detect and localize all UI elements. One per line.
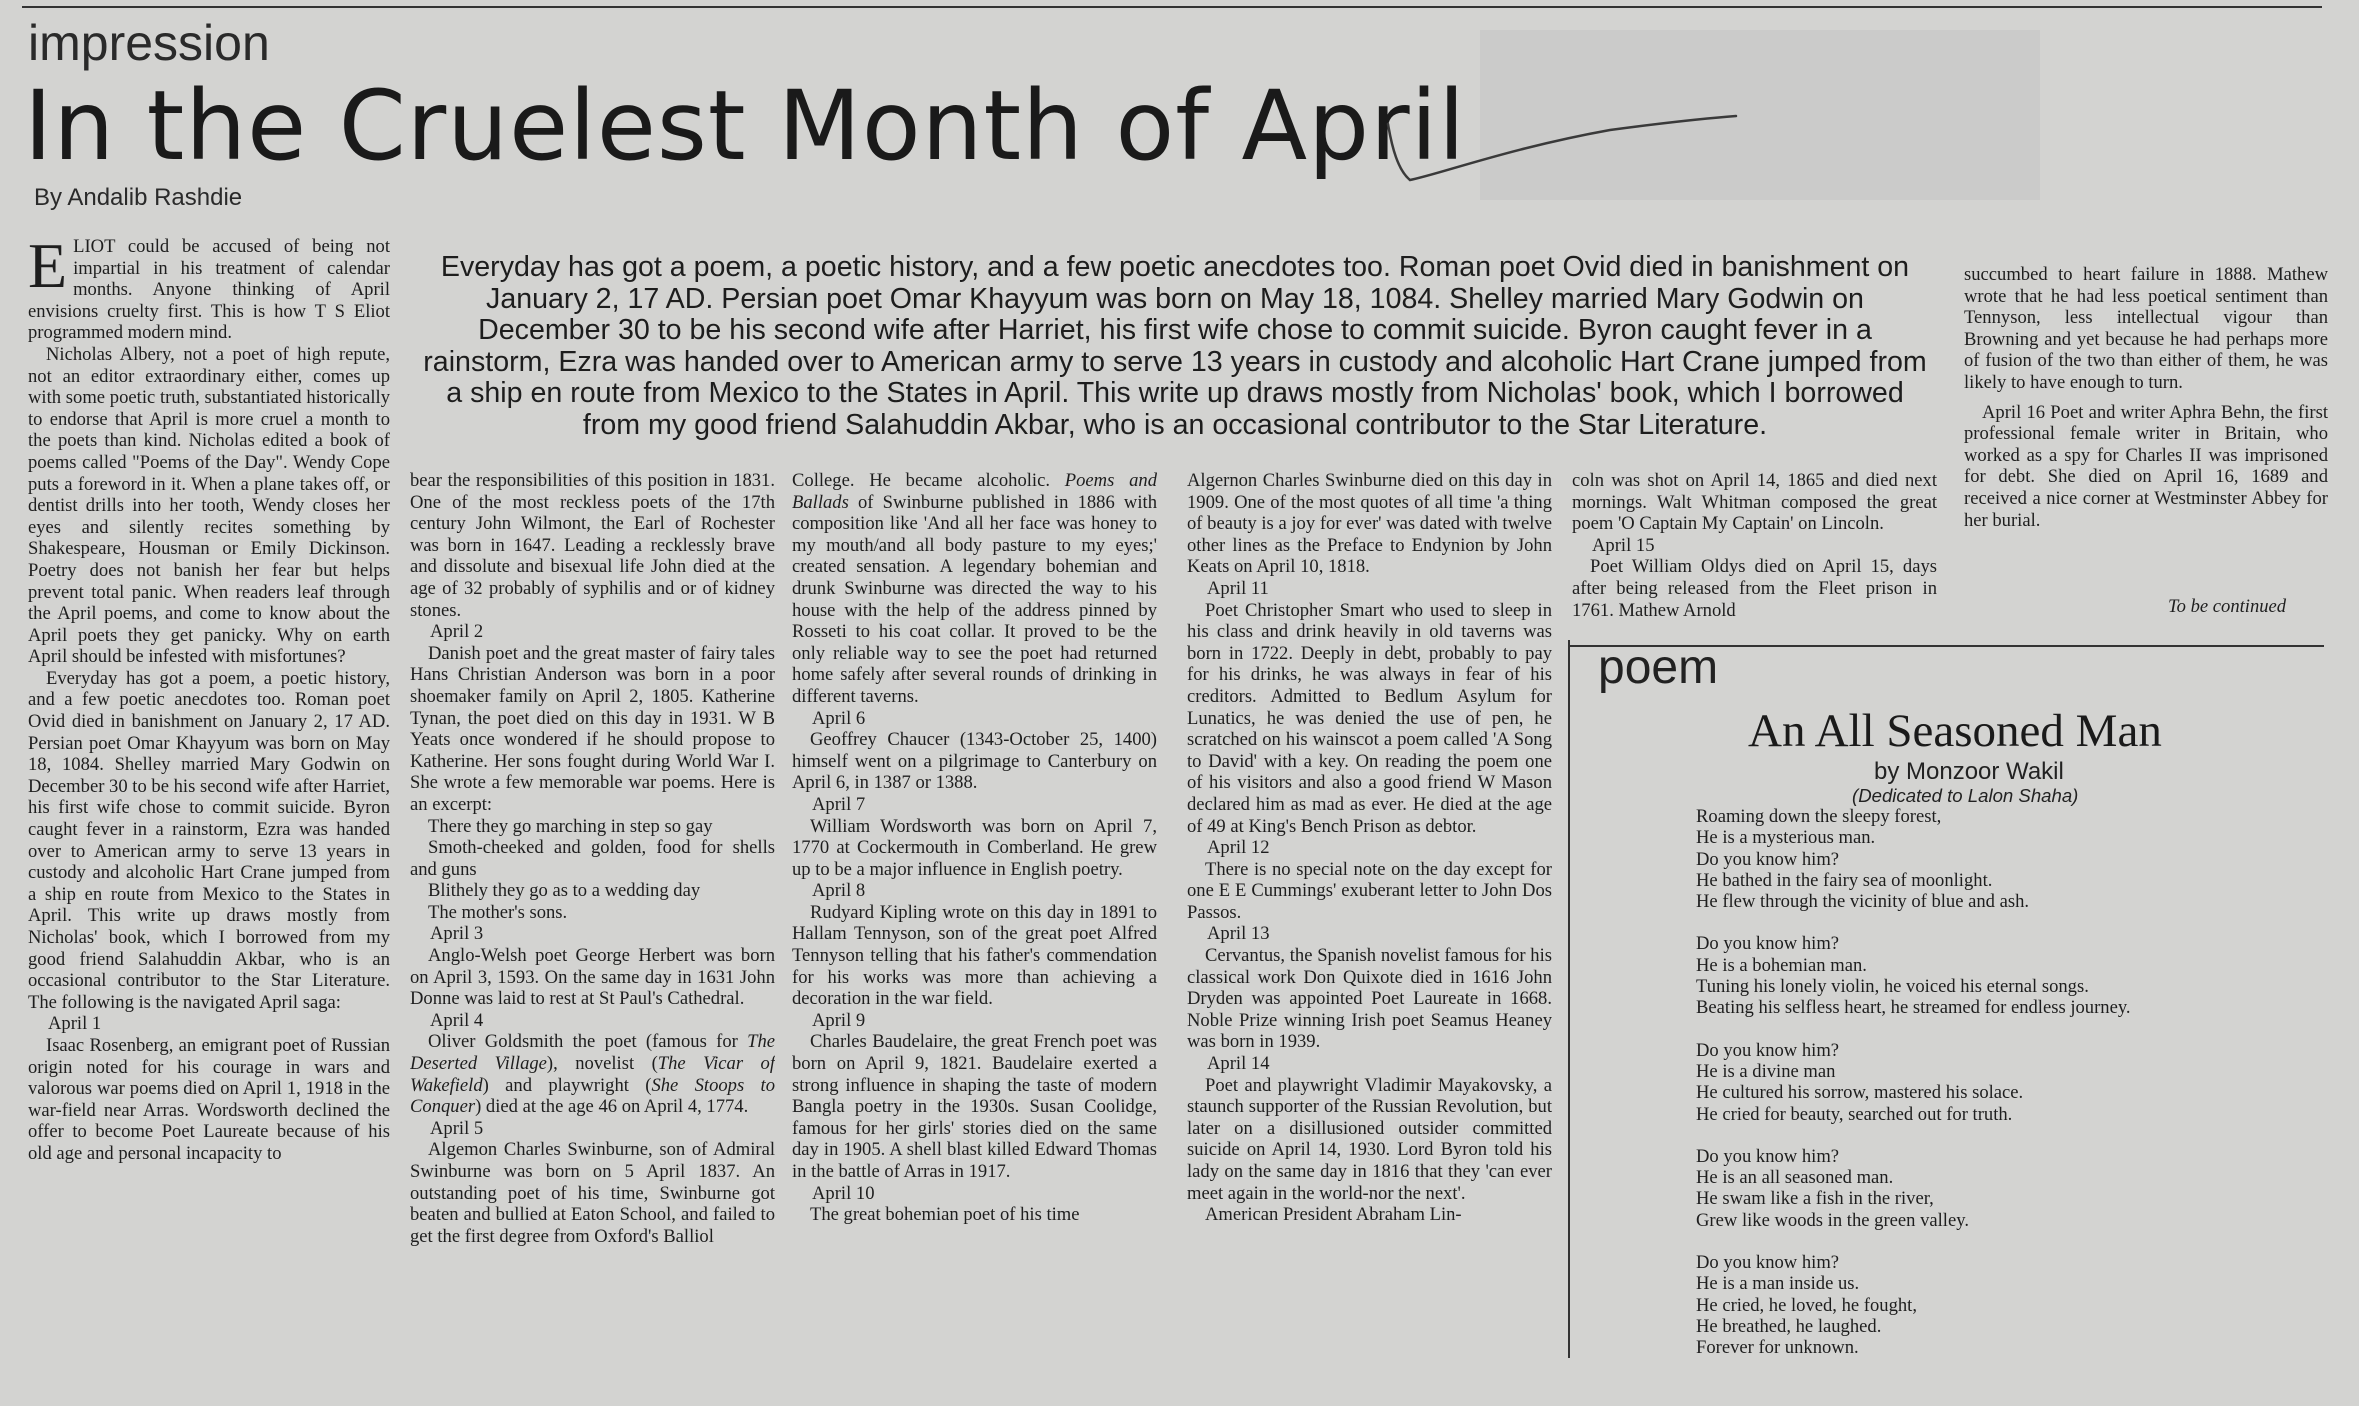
date-heading: April 11 (1207, 577, 1269, 599)
date-heading: April 13 (1207, 923, 1270, 945)
paragraph: Anglo-Welsh poet George Herbert was born on April 3, 1593. On the same day in 1631 John Donne was laid to rest at St Paul's Cathedral. (410, 945, 775, 1010)
paragraph: Danish poet and the great master of fairy tales Hans Christian Anderson was born in a poor shoemaker family on April 2, 1805. Katherine Tynan, the poet died on this day in 1931. W B Yeats once wondered if he should propose to Katherine. Her sons fought during World War I. She wrote a few memorable war poems. Here is an excerpt: (410, 642, 775, 815)
poem-box-left-rule (1568, 640, 1570, 1358)
book-title: She Stoops to Conquer (410, 1074, 775, 1118)
poem-stanza (1696, 806, 2316, 912)
poem-line: Do you know him? (1696, 1252, 1840, 1274)
poem-line: Tuning his lonely violin, he voiced his eternal songs. (1696, 976, 2089, 998)
poem-line: Do you know him? (1696, 1039, 1840, 1061)
pen-scribble (1380, 108, 1740, 188)
paragraph: Poet and playwright Vladimir Mayakovsky, a staunch supporter of the Russian Revolution, but later on a disillusioned outsider committed suicide on April 14, 1930. Lord Byron told his lady on the same day in 1816 that they 'can ever meet again in the world-nor the next'. (1187, 1074, 1552, 1204)
paragraph: American President Abraham Lin- (1205, 1204, 1462, 1226)
article-column-4 (1187, 470, 1552, 1358)
poem-line: He is a man inside us. (1696, 1273, 1860, 1295)
verse-line: Smoth-cheeked and golden, food for shells and guns (410, 837, 775, 880)
poem-stanza (1696, 933, 2316, 1018)
date-heading: April 14 (1207, 1053, 1270, 1075)
paragraph: There is no special note on the day except for one E E Cummings' exuberant letter to John Dos Passos. (1187, 858, 1552, 923)
poem-line: Beating his selfless heart, he streamed for endless journey. (1696, 997, 2131, 1019)
paragraph: Algemon Charles Swinburne, son of Admiral Swinburne was born on 5 April 1837. An outstanding poet of his time, Swinburne got beaten and bullied at Eaton School, and failed to get the first degree from Oxford's Balliol (410, 1139, 775, 1247)
date-heading: April 9 (812, 1009, 866, 1031)
date-heading: April 12 (1207, 837, 1270, 859)
paragraph: coln was shot on April 14, 1865 and died next mornings. Walt Whitman composed the great poem 'O Captain My Captain' on Lincoln. (1572, 470, 1937, 535)
poem-line: Do you know him? (1696, 1145, 1840, 1167)
poem-line: He cried for beauty, searched out for truth. (1696, 1103, 2013, 1125)
article-column-3 (792, 470, 1157, 1358)
paragraph: Isaac Rosenberg, an emigrant poet of Russian origin noted for his courage in wars and valorous war poems died on April 1, 1918 in the war-field near Arras. Wordsworth declined the offer to become Poet Laureate because of his old age and personal incapacity to (28, 1034, 390, 1164)
poem-line: Forever for unknown. (1696, 1337, 1859, 1359)
poem-stanza (1696, 1146, 2316, 1231)
verse-line: There they go marching in step so gay (428, 815, 713, 837)
book-title: The Vicar of Wakefield (410, 1053, 775, 1096)
date-heading: April 1 (48, 1013, 102, 1035)
paragraph: The great bohemian poet of his time (810, 1204, 1080, 1226)
paragraph: Algernon Charles Swinburne died on this day in 1909. One of the most quotes of all time 'a thing of beauty is a joy for ever' was dated with twelve other lines as the Preface to Endynion by John Keats on April 10, 1818. (1187, 470, 1552, 578)
top-rule (22, 6, 2322, 8)
poem-stanza (1696, 1252, 2316, 1358)
poem-line: He cried, he loved, he fought, (1696, 1294, 1917, 1316)
date-heading: April 4 (430, 1009, 484, 1031)
paragraph: April 16 Poet and writer Aphra Behn, the first professional female writer in Britain, who worked as a spy for Charles II was imprisoned for debt. She died on April 16, 1689 and received a nice corner at Westminster Abbey for her burial. (1964, 401, 2328, 531)
article-column-6 (1964, 264, 2328, 594)
book-title: The Deserted Village (410, 1031, 775, 1075)
poem-line: Roaming down the sleepy forest, (1696, 806, 1942, 827)
date-heading: April 7 (812, 793, 866, 815)
article-deck: Everyday has got a poem, a poetic history, and a few poetic anecdotes too. Roman poet Ovid died in banishment on January 2, 17 AD. Persian poet Omar Khayyum was born on May 18, 1084. Shelley married Mary Godwin on December 30 to be his second wife after Harriet, his first wife chose to commit suicide. Byron caught fever in a rainstorm, Ezra was handed over to American army to serve 13 years in custody and alcoholic Hart Crane jumped from a ship en route from Mexico to the States in April. This write up draws mostly from Nicholas' book, which I borrowed from my good friend Salahuddin Akbar, who is an occasional contributor to the Star Literature. (423, 252, 1927, 441)
paragraph: succumbed to heart failure in 1888. Mathew wrote that he had less poetical sentiment than Tennyson, less intellectual vigour than Browning and yet because he had perhaps more of fusion of the two than either of them, he was likely to have enough to turn. (1964, 264, 2328, 393)
date-heading: April 10 (812, 1182, 875, 1204)
date-heading: April 8 (812, 880, 866, 902)
drop-cap: E (28, 236, 68, 301)
poem-body (1696, 806, 2316, 1380)
paragraph: bear the responsibilities of this position in 1831. One of the most reckless poets of the 17th century John Wilmont, the Earl of Rochester was born in 1647. Leading a recklessly brave and dissolute and bisexual life John died at the age of 32 probably of syphilis and or of kidney stones. (410, 470, 775, 621)
poem-line: He is an all seasoned man. (1696, 1167, 1894, 1189)
poem-line: He is a mysterious man. (1696, 827, 1876, 849)
article-column-5 (1572, 470, 1937, 642)
paragraph: Charles Baudelaire, the great French poet was born on April 9, 1821. Baudelaire exerted a strong influence in shaping the taste of modern Bangla poetry in the 1930s. Susan Coolidge, famous for her girls' stories died on the same day in 1905. A shell blast killed Edward Thomas in the battle of Arras in 1917. (792, 1031, 1157, 1182)
paragraph: LIOT could be accused of being not impartial in his treatment of calendar months. Anyone thinking of April envisions cruelty first. This is how T S Eliot programmed modern mind. (28, 236, 390, 344)
paragraph: Poet Christopher Smart who used to sleep in his class and drink heavily in old taverns was born in 1722. Deeply in debt, probably to pay for his drinks, he was always in fear of his creditors. Admitted to Bedlum Asylum for Lunatics, he was denied the use of pen, he scratched on his wainscot a poem called 'A Song to David' with a key. On reading the poem one of his visitors and also a good friend W Mason declared him as mad as ever. He died at the age of 49 at King's Bench Prison as debtor. (1187, 599, 1552, 837)
poem-line: He is a divine man (1696, 1060, 1836, 1082)
headline: In the Cruelest Month of April (24, 70, 1466, 182)
paragraph: Oliver Goldsmith the poet (famous for The Deserted Village), novelist (The Vicar of Wakefield) and playwright (She Stoops to Conquer) died at the age 46 on April 4, 1774. (410, 1031, 775, 1118)
poem-line: He flew through the vicinity of blue and ash. (1696, 891, 2030, 913)
paragraph: Nicholas Albery, not a poet of high repute, not an editor extraordinary either, comes up with some poetic truth, substantiated historically to endorse that April is more cruel a month to the poets than kind. Nicholas edited a book of poems called "Poems of the Day". Wendy Cope puts a foreword in it. When a plane takes off, or dentist drills into her tooth, Wendy closes her eyes and silently recites something by Shakespeare, Housman or Emily Dickinson. Poetry does not banish her fear but helps prevent total panic. When readers leaf through the April poems, and come to know about the April poets they get panicky. Why on earth April should be infested with misfortunes? (28, 343, 390, 668)
paragraph: College. He became alcoholic. Poems and Ballads of Swinburne published in 1886 with composition like 'And all her face was honey to my mouth/and all body pasture to my eyes;' created sensation. A legendary bohemian and drunk Swinburne was directed the way to his house with the help of the address pinned by Rosseti to his coat collar. It proved to be the only reliable way to see the poet had returned home safely after several rounds of drinking in different taverns. (792, 470, 1157, 707)
verse-line: Blithely they go as to a wedding day (428, 880, 701, 902)
paragraph: Geoffrey Chaucer (1343-October 25, 1400) himself went on a pilgrimage to Canterbury on April 6, in 1387 or 1388. (792, 729, 1157, 794)
poem-author: by Monzoor Wakil (1874, 758, 2064, 785)
date-heading: April 5 (430, 1117, 484, 1139)
poem-line: He is a bohemian man. (1696, 954, 1867, 976)
poem-line: He breathed, he laughed. (1696, 1315, 1882, 1337)
date-heading: April 15 (1592, 534, 1655, 556)
date-heading: April 3 (430, 923, 484, 945)
poem-section-label: poem (1598, 641, 1719, 694)
poem-stanza (1696, 1040, 2316, 1125)
poem-line: Do you know him? (1696, 848, 1840, 870)
poem-line: He swam like a fish in the river, (1696, 1188, 1934, 1210)
paragraph: William Wordsworth was born on April 7, 1770 at Cockermouth in Comberland. He grew up to be a major influence in English poetry. (792, 815, 1157, 880)
poem-line: He bathed in the fairy sea of moonlight. (1696, 869, 1993, 891)
poem-title: An All Seasoned Man (1748, 705, 2162, 757)
date-heading: April 2 (430, 621, 484, 643)
poem-dedication: (Dedicated to Lalon Shaha) (1852, 785, 2079, 806)
verse-line: The mother's sons. (428, 901, 568, 923)
byline: By Andalib Rashdie (34, 184, 243, 211)
continued-note: To be continued (2168, 596, 2287, 617)
poem-line: Grew like woods in the green valley. (1696, 1209, 1969, 1231)
section-label: impression (28, 15, 270, 71)
article-column-1 (28, 236, 390, 1356)
paragraph: Poet William Oldys died on April 15, days after being released from the Fleet prison in 1761. Mathew Arnold (1572, 556, 1937, 621)
paragraph: Everyday has got a poem, a poetic history, and a few poetic anecdotes too. Roman poet Ovid died in banishment on January 2, 17 AD. Persian poet Omar Khayyum was born on May 18, 1084. Shelley married Mary Godwin on December 30 to be his second wife after Harriet, his first wife chose to commit suicide. Byron caught fever in a rainstorm, Ezra was handed over to American army to serve 13 years in custody and alcoholic Hart Crane jumped from a ship en route from Mexico to the States in April. This write up draws mostly from Nicholas' book, which I borrowed from my good friend Salahuddin Akbar, who is an occasional contributor to the Star Literature. The following is the navigated April saga: (28, 667, 390, 1013)
paragraph: Cervantus, the Spanish novelist famous for his classical work Don Quixote died in 1616 John Dryden was appointed Poet Laureate in 1668. Noble Prize winning Irish poet Seamus Heaney was born in 1939. (1187, 945, 1552, 1053)
book-title: Poems and Ballads (792, 470, 1157, 513)
paragraph: Rudyard Kipling wrote on this day in 1891 to Hallam Tennyson, son of the great poet Alfred Tennyson telling that his father's commendation for his works was more than achieving a decoration in the war field. (792, 901, 1157, 1010)
poem-line: Do you know him? (1696, 933, 1840, 955)
date-heading: April 6 (812, 707, 866, 729)
article-column-2 (410, 470, 775, 1358)
poem-line: He cultured his sorrow, mastered his solace. (1696, 1082, 2024, 1104)
